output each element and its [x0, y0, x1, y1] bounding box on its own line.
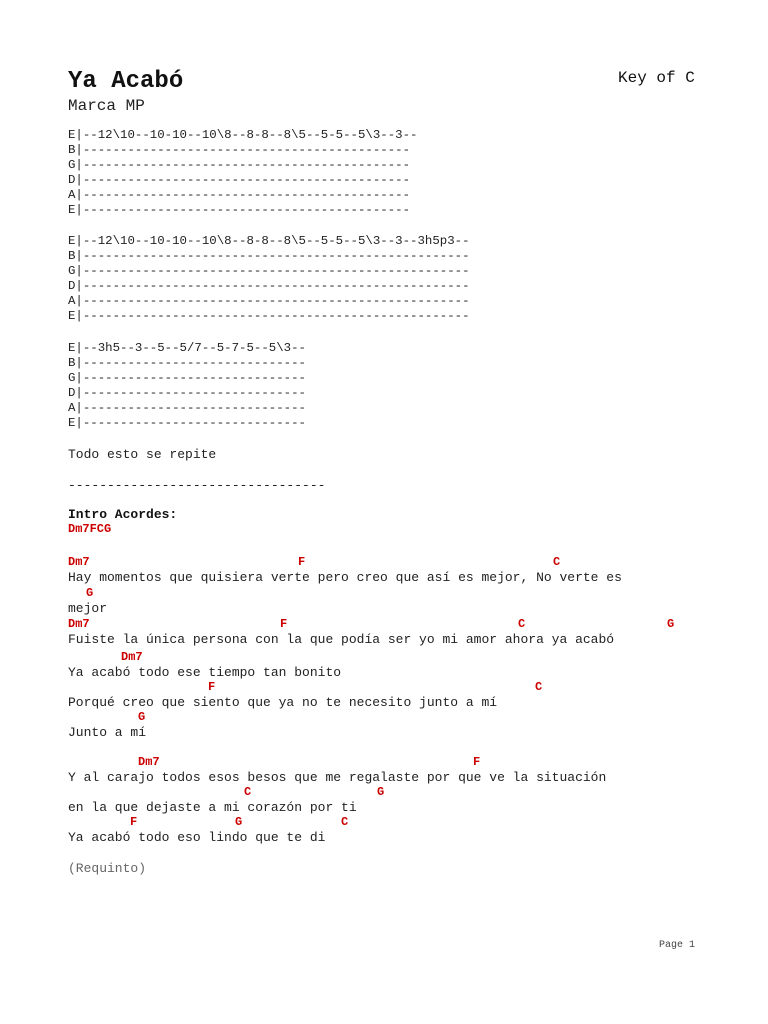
chord: F [280, 617, 288, 631]
tab-line: A|------------------------------ [68, 401, 306, 415]
tab-line: D|------------------------------ [68, 386, 306, 400]
tab-line: B|---------------------------------------------------- [68, 249, 470, 263]
lyric-line: Y al carajo todos esos besos que me regalaste por que ve la situación [68, 770, 607, 785]
requinto-note: (Requinto) [68, 861, 147, 876]
tab-line: G|---------------------------------------------------- [68, 264, 470, 278]
tab-line: B|-------------------------------------------- [68, 143, 411, 157]
chord: C [553, 555, 561, 569]
lyric-line: Ya acabó todo eso lindo que te di [68, 830, 326, 845]
tab-line: G|------------------------------ [68, 371, 306, 385]
chord: G [235, 815, 243, 829]
song-artist: Marca MP [68, 97, 145, 115]
repeat-note: Todo esto se repite [68, 447, 217, 462]
lyric-line: Porqué creo que siento que ya no te necesito junto a mí [68, 695, 498, 710]
tab-line: D|---------------------------------------------------- [68, 279, 470, 293]
intro-chords: Dm7FCG [68, 522, 112, 536]
tab-line: E|---------------------------------------------------- [68, 309, 470, 323]
chord: F [130, 815, 138, 829]
tab-line: E|--12\10--10-10--10\8--8-8--8\5--5-5--5\3--3--3h5p3-- [68, 234, 470, 248]
chord: C [535, 680, 543, 694]
song-title: Ya Acabó [68, 68, 184, 95]
chord: Dm7 [121, 650, 143, 664]
tab-line: E|--12\10--10-10--10\8--8-8--8\5--5-5--5\3--3-- [68, 128, 418, 142]
tab-line: D|-------------------------------------------- [68, 173, 411, 187]
chord: Dm7 [68, 555, 90, 569]
chord: C [244, 785, 252, 799]
lyric-line: Ya acabó todo ese tiempo tan bonito [68, 665, 342, 680]
intro-label: Intro Acordes: [68, 507, 178, 522]
tab-line: B|------------------------------ [68, 356, 306, 370]
chord: Dm7 [138, 755, 160, 769]
chord: C [518, 617, 526, 631]
chord: G [138, 710, 146, 724]
tab-line: E|------------------------------ [68, 416, 306, 430]
chord: C [341, 815, 349, 829]
chord: G [86, 586, 94, 600]
page-number: Page 1 [659, 940, 696, 951]
lyric-line: Hay momentos que quisiera verte pero creo que así es mejor, No verte es [68, 570, 622, 585]
tab-line: E|--3h5--3--5--5/7--5-7-5--5\3-- [68, 341, 306, 355]
song-key: Key of C [618, 69, 695, 87]
lyric-line: Fuiste la única persona con la que podía ser yo mi amor ahora ya acabó [68, 632, 615, 647]
lyric-line: en la que dejaste a mi corazón por ti [68, 800, 357, 815]
tab-line: A|-------------------------------------------- [68, 188, 411, 202]
chord: Dm7 [68, 617, 90, 631]
chord: F [298, 555, 306, 569]
chord: G [667, 617, 675, 631]
tab-line: G|-------------------------------------------- [68, 158, 411, 172]
chord: G [377, 785, 385, 799]
section-divider: --------------------------------- [68, 478, 326, 493]
lyric-line: mejor [68, 601, 108, 616]
tab-line: E|-------------------------------------------- [68, 203, 411, 217]
chord: F [208, 680, 216, 694]
lyric-line: Junto a mí [68, 725, 147, 740]
chord: F [473, 755, 481, 769]
tab-line: A|---------------------------------------------------- [68, 294, 470, 308]
